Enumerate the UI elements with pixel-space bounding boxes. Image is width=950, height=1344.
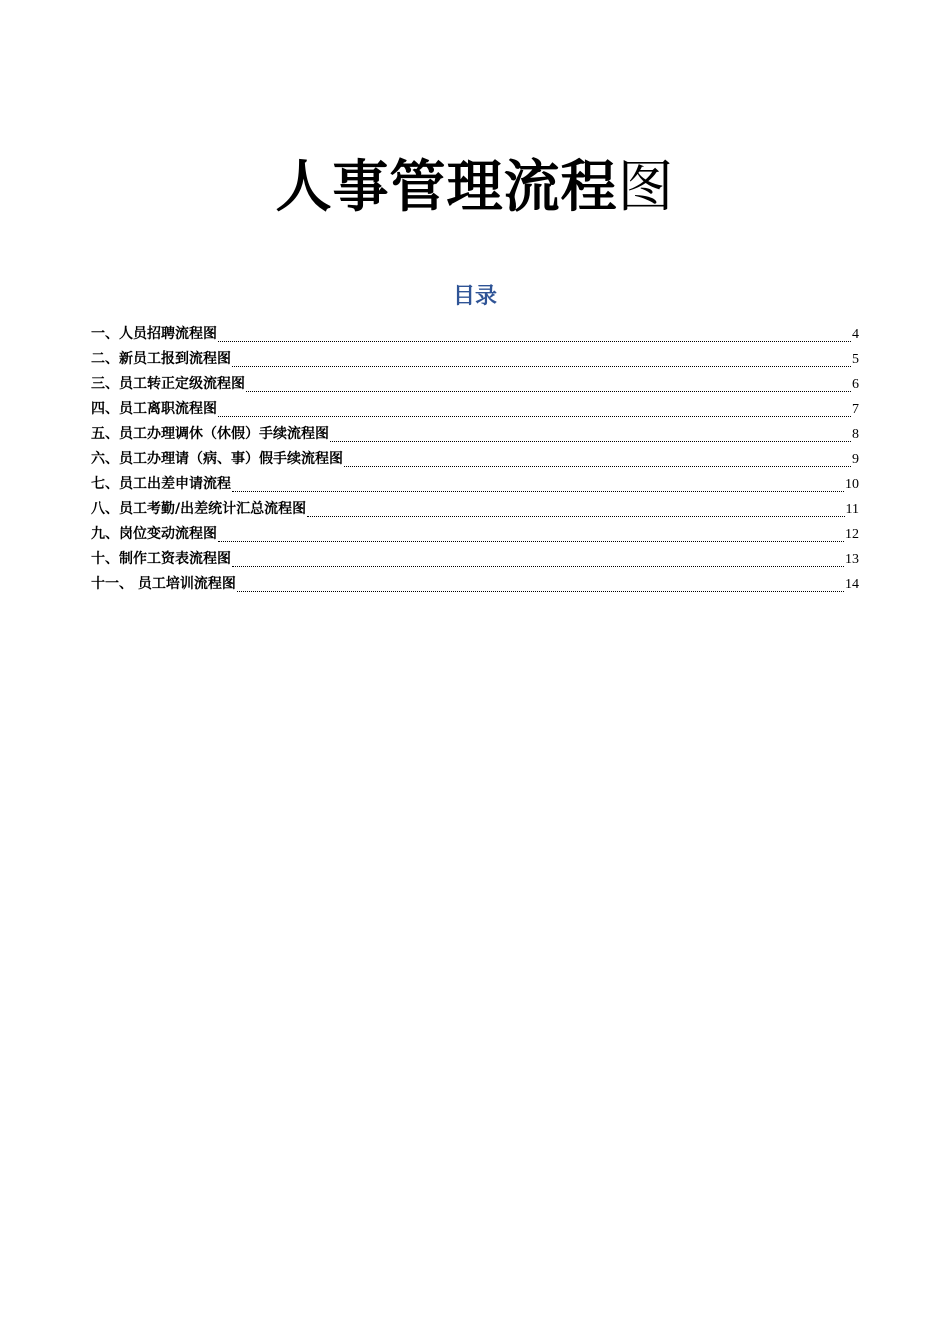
toc-entry-page: 10 xyxy=(845,477,859,492)
toc-entry-label: 六、员工办理请（病、事）假手续流程图 xyxy=(91,451,343,467)
toc-entry-page: 8 xyxy=(852,427,859,442)
toc-entry-label: 八、员工考勤/出差统计汇总流程图 xyxy=(91,501,307,517)
toc-entry[interactable] xyxy=(91,522,859,547)
toc-dot-leader xyxy=(218,416,851,417)
toc-entry-page: 12 xyxy=(845,527,859,542)
toc-entry-page: 13 xyxy=(845,552,859,567)
toc-entry-page: 5 xyxy=(852,352,859,367)
toc-entry[interactable] xyxy=(91,447,859,472)
toc-entry[interactable] xyxy=(91,397,859,422)
toc-entry[interactable] xyxy=(91,497,859,522)
toc-dot-leader xyxy=(344,466,851,467)
toc-entry-label: 十、制作工资表流程图 xyxy=(91,551,231,567)
table-of-contents xyxy=(91,322,859,597)
toc-entry[interactable] xyxy=(91,547,859,572)
toc-dot-leader xyxy=(218,341,851,342)
toc-dot-leader xyxy=(232,491,844,492)
toc-entry-page: 6 xyxy=(852,377,859,392)
toc-entry[interactable] xyxy=(91,572,859,597)
toc-dot-leader xyxy=(237,591,844,592)
toc-entry-label: 一、人员招聘流程图 xyxy=(91,326,217,342)
toc-entry-label: 五、员工办理调休（休假）手续流程图 xyxy=(91,426,329,442)
toc-entry[interactable] xyxy=(91,422,859,447)
toc-entry-label: 七、员工出差申请流程 xyxy=(91,476,231,492)
toc-entry-label: 三、员工转正定级流程图 xyxy=(91,376,245,392)
toc-dot-leader xyxy=(218,541,844,542)
document-title-bold: 人事管理流程 xyxy=(275,155,618,220)
toc-dot-leader xyxy=(246,391,851,392)
toc-dot-leader xyxy=(232,566,844,567)
toc-entry-page: 11 xyxy=(845,502,859,517)
toc-entry-page: 4 xyxy=(852,327,859,342)
toc-dot-leader xyxy=(232,366,851,367)
toc-entry[interactable] xyxy=(91,372,859,397)
toc-entry[interactable] xyxy=(91,347,859,372)
toc-entry-label: 十一、 员工培训流程图 xyxy=(91,576,236,592)
toc-entry[interactable] xyxy=(91,322,859,347)
document-title xyxy=(0,152,950,224)
toc-dot-leader xyxy=(307,516,844,517)
toc-heading: 目录 xyxy=(452,284,497,309)
toc-dot-leader xyxy=(330,441,851,442)
toc-entry-label: 二、新员工报到流程图 xyxy=(91,351,231,367)
toc-entry-label: 四、员工离职流程图 xyxy=(91,401,217,417)
toc-entry-page: 14 xyxy=(845,577,859,592)
toc-entry-label: 九、岗位变动流程图 xyxy=(91,526,217,542)
document-title-light: 图 xyxy=(617,155,675,220)
toc-entry-page: 9 xyxy=(852,452,859,467)
toc-entry[interactable] xyxy=(91,472,859,497)
toc-entry-page: 7 xyxy=(852,402,859,417)
